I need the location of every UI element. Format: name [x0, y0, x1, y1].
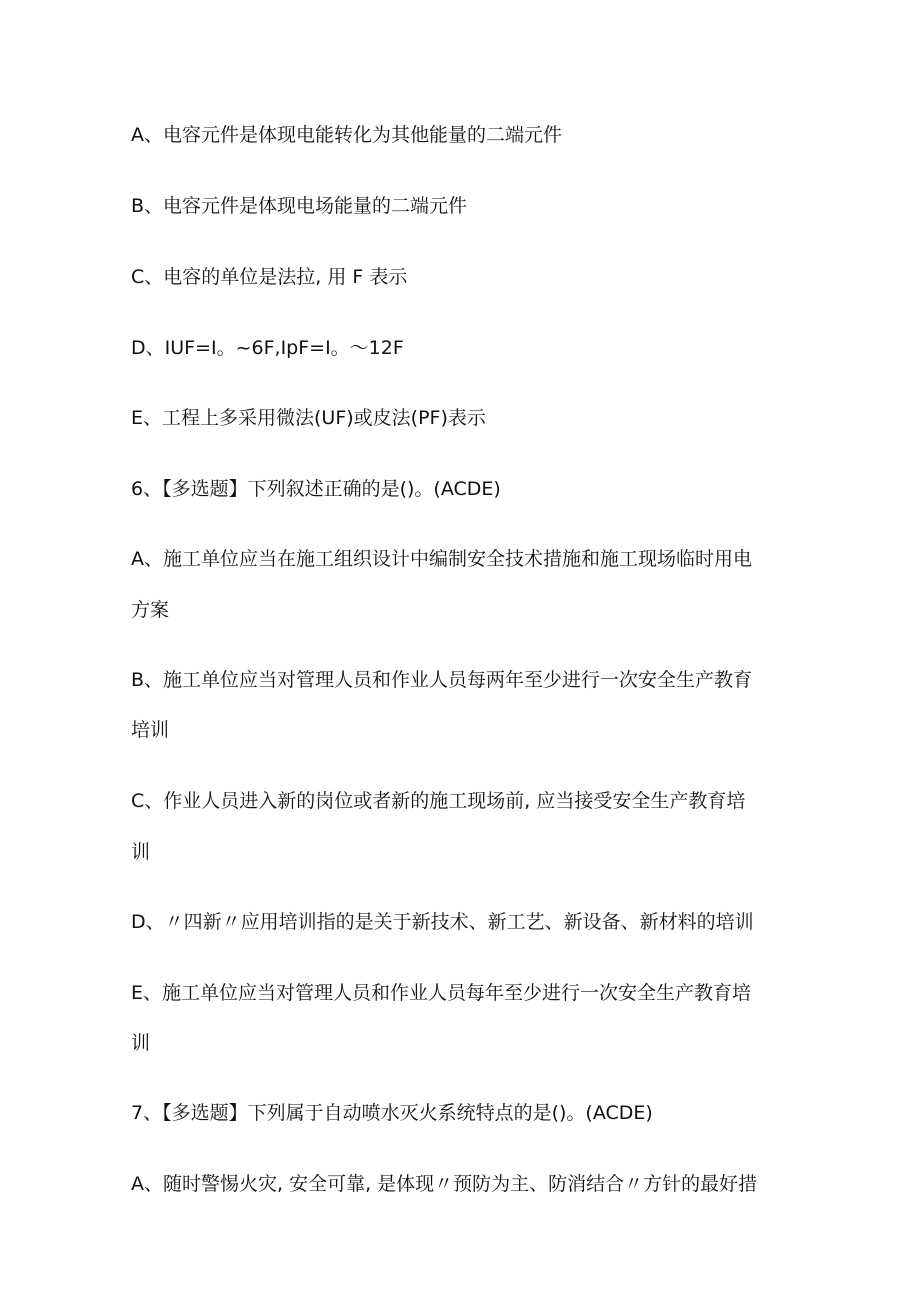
question-line: 6、【多选题】下列叙述正确的是()。(ACDE) [131, 478, 501, 500]
option-continuation-line: 训 [131, 841, 151, 863]
question-line: 7、【多选题】下列属于自动喷水灭火系统特点的是()。(ACDE) [131, 1102, 653, 1124]
option-line: A、施工单位应当在施工组织设计中编制安全技术措施和施工现场临时用电 [131, 548, 752, 570]
option-line: D、IUF=I。~6F,IpF=I。～12F [131, 337, 404, 359]
option-line: A、随时警惕火灾, 安全可靠, 是体现〃预防为主、防消结合〃方针的最好措 [131, 1173, 758, 1195]
option-line: C、作业人员进入新的岗位或者新的施工现场前, 应当接受安全生产教育培 [131, 790, 746, 812]
option-line: C、电容的单位是法拉, 用 F 表示 [131, 266, 408, 288]
option-continuation-line: 方案 [131, 599, 170, 621]
option-line: B、施工单位应当对管理人员和作业人员每两年至少进行一次安全生产教育 [131, 669, 753, 691]
option-line: E、工程上多采用微法(UF)或皮法(PF)表示 [131, 407, 486, 429]
option-line: D、〃四新〃应用培训指的是关于新技术、新工艺、新设备、新材料的培训 [131, 911, 754, 933]
option-continuation-line: 培训 [131, 719, 170, 741]
option-continuation-line: 训 [131, 1032, 151, 1054]
option-line: E、施工单位应当对管理人员和作业人员每年至少进行一次安全生产教育培 [131, 982, 752, 1004]
option-line: A、电容元件是体现电能转化为其他能量的二端元件 [131, 124, 562, 146]
option-line: B、电容元件是体现电场能量的二端元件 [131, 195, 468, 217]
